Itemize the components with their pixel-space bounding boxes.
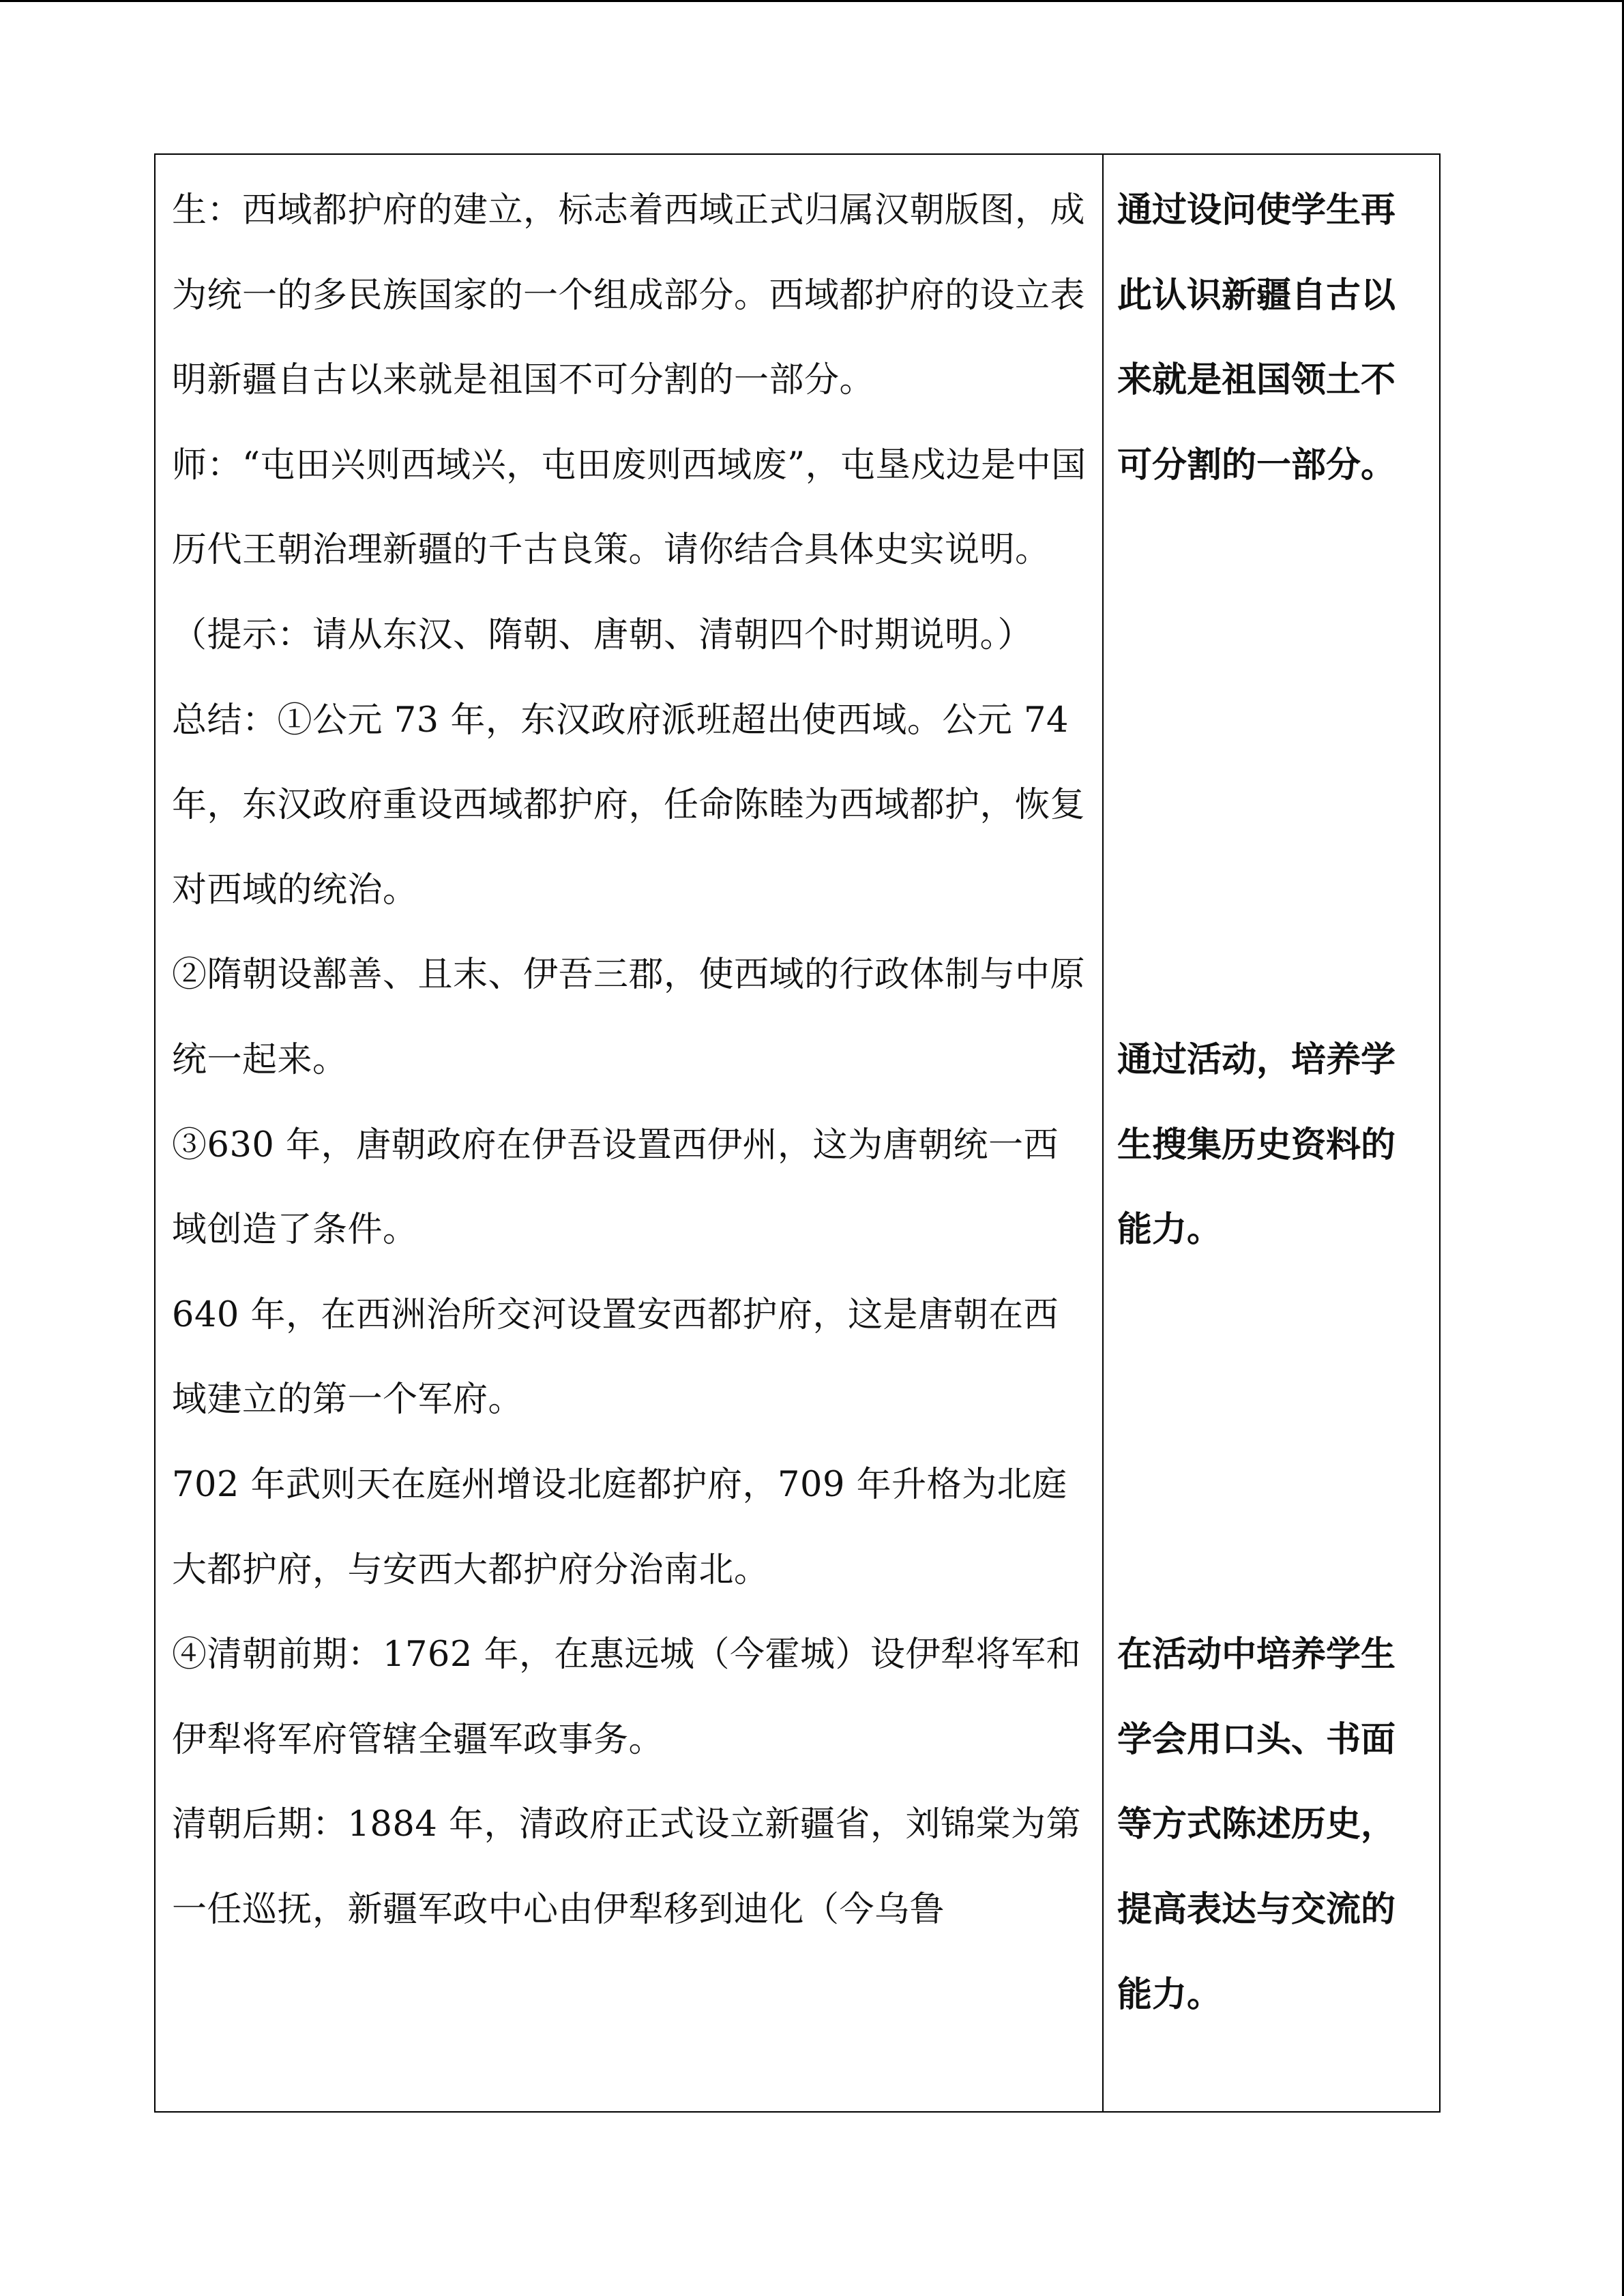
teaching-process-text [156, 155, 1102, 1952]
summary-sui-paragraph: ②隋朝设鄯善、且末、伊吾三郡，使西域的行政体制与中原统一起来。 [172, 955, 1086, 1080]
design-intent-note-3: 在活动中培养学生学会用口头、书面等方式陈述历史，提高表达与交流的能力。 [1117, 1635, 1396, 2015]
design-intent-note-1: 通过设问使学生再此认识新疆自古以来就是祖国领土不可分割的一部分。 [1117, 190, 1396, 486]
design-intent-note-2: 通过活动，培养学生搜集历史资料的能力。 [1117, 1039, 1396, 1251]
design-intent-text [1104, 155, 1439, 2038]
lesson-plan-table [154, 153, 1441, 2113]
summary-qing-late-paragraph: 清朝后期：1884 年，清政府正式设立新疆省，刘锦棠为第一任巡抚，新疆军政中心由伊犁移到迪化（今乌鲁 [172, 1804, 1082, 1930]
page-top-border [0, 0, 1624, 2]
summary-tang-702-paragraph: 702 年武则天在庭州增设北庭都护府，709 年升格为北庭大都护府，与安西大都护府分治南北。 [172, 1464, 1067, 1590]
student-answer-paragraph: 生：西域都护府的建立，标志着西域正式归属汉朝版图，成为统一的多民族国家的一个组成部分。西域都护府的设立表明新疆自古以来就是祖国不可分割的一部分。 [172, 190, 1086, 401]
teaching-process-cell [155, 154, 1103, 2112]
summary-han-paragraph: 总结：①公元 73 年，东汉政府派班超出使西域。公元 74 年，东汉政府重设西域都护府，任命陈睦为西域都护，恢复对西域的统治。 [172, 700, 1086, 910]
summary-tang-630-paragraph: ③630 年，唐朝政府在伊吾设置西伊州，这为唐朝统一西域创造了条件。 [172, 1124, 1059, 1251]
summary-tang-640-paragraph: 640 年，在西洲治所交河设置安西都护府，这是唐朝在西域建立的第一个军府。 [172, 1294, 1059, 1420]
design-intent-cell [1103, 154, 1440, 2112]
table-row [155, 154, 1440, 2112]
teacher-question-paragraph: 师：“屯田兴则西域兴，屯田废则西域废”，屯垦戍边是中国历代王朝治理新疆的千古良策。请你结合具体史实说明。（提示：请从东汉、隋朝、唐朝、清朝四个时期说明。） [172, 445, 1087, 655]
summary-qing-early-paragraph: ④清朝前期：1762 年，在惠远城（今霍城）设伊犁将军和伊犁将军府管辖全疆军政事务。 [172, 1635, 1082, 1760]
